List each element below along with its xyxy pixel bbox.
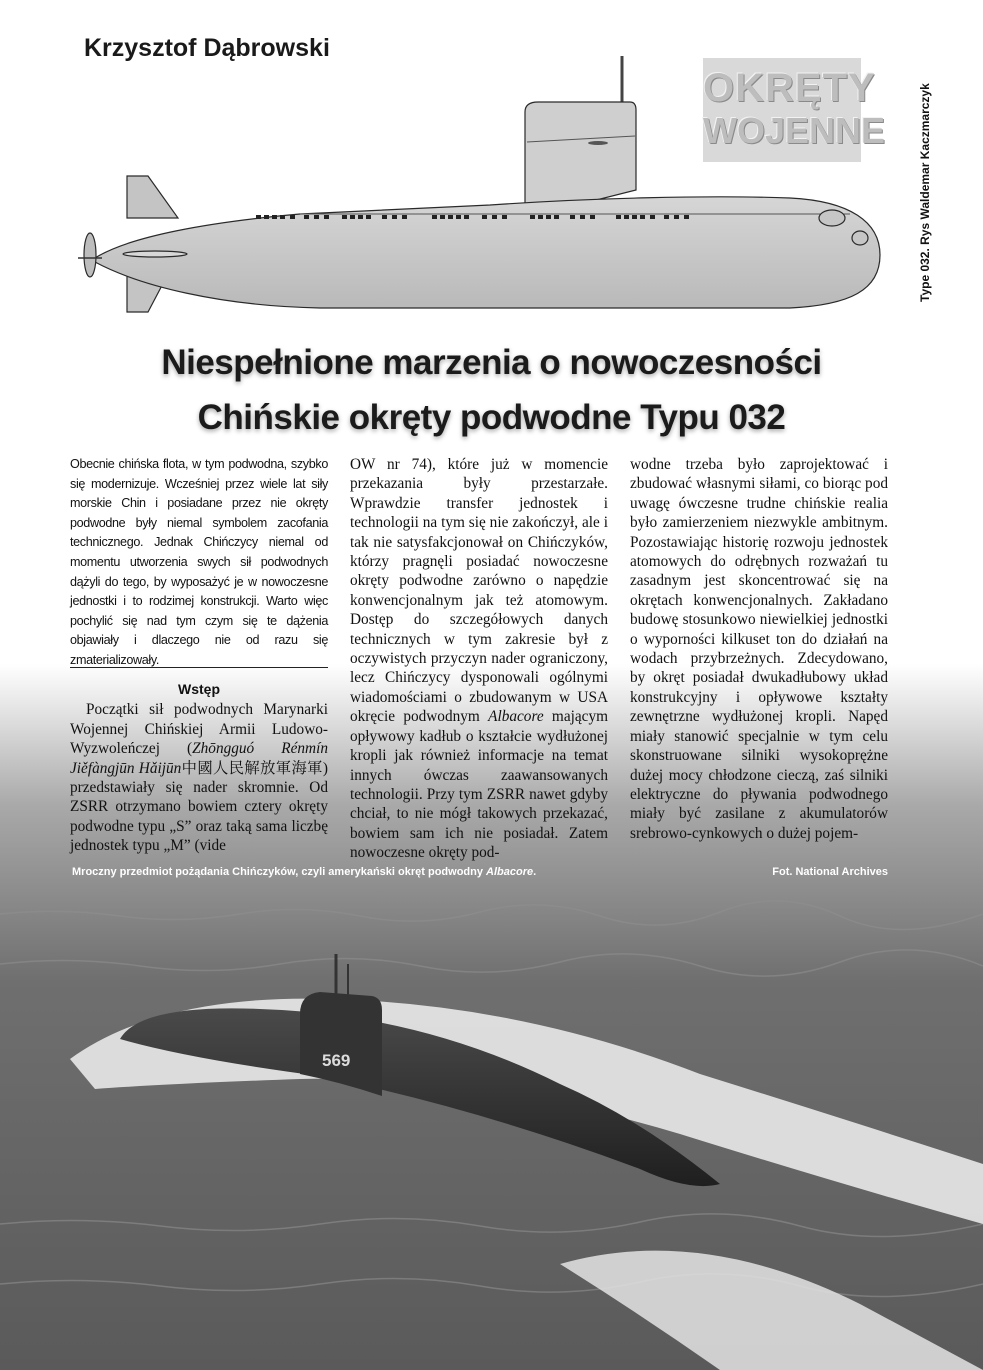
body-text: OW nr 74), które już w momencie przekazania były przestarzałe. Wprawdzie transfer jednostek i technologii na tym się nie zakończył, ale i tak nie satysfakcjonował on Chińczyków, którzy pragnęli posiadać nowoczesne okręty podwodne zarówno o napędzie konwencjonalnym jak też atomowym. Dostęp do szczegółowych danych technicznych w tym zakresie był z oczywistych przyczyn nader ograniczony, lecz Chińczycy dysponowali ogólnymi wiadomościami o zbudowanym w USA okręcie podwodnym bbox=[350, 456, 608, 726]
magazine-logo bbox=[703, 58, 886, 162]
body-paragraph-3: wodne trzeba było zaprojektować i zbudować własnymi siłami, co biorąc pod uwagę ówczesne trudne chińskie realia było zamierzeniem niezwykle ambitnym. Pozostawiając historię rozwoju jednostek atomowych do odrębnych rozważań tu zasadnym jest skoncentrować się na okrętach konwencjonalnych. Zakładano budowę stosunkowo niewielkiej jednostki o wyporności kilkuset ton do działań na wodach przybrzeżnych. Zdecydowano, by okręt posiadał dwukadłubowy układ konstrukcyjny i opływowe kształty zewnętrzne wydłużonej kropli. Napęd miały stanowić specjalnie w tym celu skonstruowane silniki wysokoprężne dużej mocy chłodzone cieczą, zaś silniki elektryczne do pływania podwodnego miały być zasilane z akumulatorów srebrowo-cynkowych o dużej pojem- bbox=[630, 456, 888, 842]
caption-end: . bbox=[533, 866, 537, 878]
photo-credit: Fot. National Archives bbox=[772, 866, 888, 878]
drawing-credit: Type 032. Rys Waldemar Kaczmarczyk bbox=[918, 83, 932, 302]
caption-text: Mroczny przedmiot pożądania Chińczyków, czyli amerykański okręt podwodny bbox=[72, 866, 487, 878]
column-3 bbox=[630, 455, 888, 843]
column-2 bbox=[350, 455, 608, 863]
column-1 bbox=[70, 455, 328, 856]
italic-term: Albacore bbox=[488, 708, 544, 726]
lead-paragraph: Obecnie chińska flota, w tym podwodna, szybko się modernizuje. Wcześniej przez wiele lat siły morskie Chin i posiadane przez nie okręty podwodne były niemal symbolem zacofania technicznego. Jednak Chińczycy niemal od momentu utworzenia swych sił podwodnych dążyli do tego, by wyposażyć je w nowoczesne jednostki i to rodzimej konstrukcji. Warto więc pochylić się nad tym czym się te dążenia objawiały i dlaczego nie od razu się zmaterializowały. bbox=[70, 457, 328, 667]
logo-line-2: WOJENNE bbox=[703, 110, 886, 151]
article-subtitle: Chińskie okręty podwodne Typu 032 bbox=[197, 398, 786, 437]
body-text: ) przedstawiały się nader skromnie. Od ZSRR otrzymano bowiem cztery okręty podwodne typu „S” oraz taką sama liczbę jednostek typu „M” (vide bbox=[70, 759, 328, 855]
photo-caption bbox=[72, 866, 536, 878]
article-title: Niespełnione marzenia o nowoczesności bbox=[161, 343, 822, 382]
caption-italic: Albacore bbox=[486, 866, 534, 878]
body-paragraph-2 bbox=[350, 455, 608, 863]
body-text: Początki sił podwodnych Marynarki Wojennej Chińskiej Armii Ludowo-Wyzwoleńczej ( bbox=[70, 701, 328, 758]
hull-number: 569 bbox=[322, 1051, 351, 1070]
body-paragraph-1 bbox=[70, 700, 328, 855]
chinese-term: 中國人民解放軍海軍 bbox=[181, 759, 323, 777]
author-name: Krzysztof Dąbrowski bbox=[84, 34, 330, 62]
section-heading: Wstęp bbox=[178, 681, 220, 697]
body-text: mającym opływowy kadłub o kształcie wydłużonej kropli jak również informacje na temat innych ówczas zaawansowanych technologii. Przy tym ZSRR nawet gdyby chciał, to nie mógł takowych przekazać, bowiem sam ich nie posiadał. Zatem nowoczesne okręty pod- bbox=[350, 708, 608, 862]
logo-line-1: OKRĘTY bbox=[703, 66, 876, 110]
italic-term: Zhōngguó Rénmín Jiěfàngjūn Hǎijūn bbox=[70, 740, 328, 777]
